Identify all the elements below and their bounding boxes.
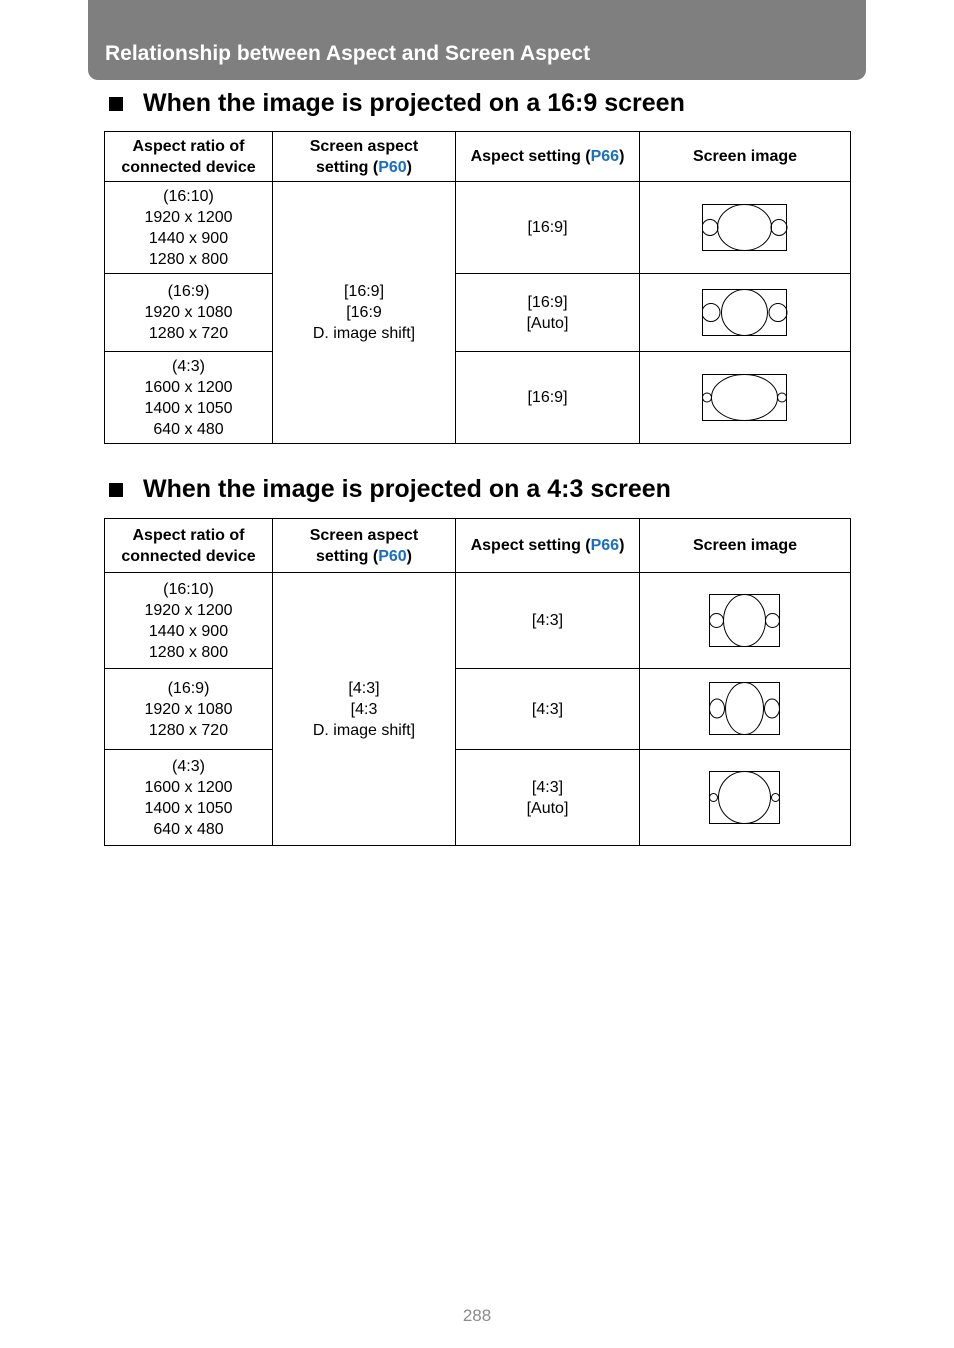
section-heading-4-3	[107, 475, 671, 504]
device-cell: (16:10) 1920 x 1200 1440 x 900 1280 x 800	[105, 573, 273, 669]
screen-image-cell	[640, 573, 851, 669]
table-row	[105, 352, 851, 444]
device-cell: (4:3) 1600 x 1200 1400 x 1050 640 x 480	[105, 750, 273, 846]
screen-image-cell	[640, 182, 851, 274]
screen-image-cell	[640, 274, 851, 352]
table-header-row	[105, 519, 851, 573]
table-row	[105, 669, 851, 750]
circle-with-side-circles-icon	[702, 289, 788, 337]
page-ref-link[interactable]: P66	[590, 537, 620, 554]
aspect-setting-cell: [16:9]	[456, 352, 640, 444]
square-bullet-icon	[109, 483, 123, 497]
col-header-aspect-setting: Aspect setting (P66)	[456, 132, 640, 182]
screen-aspect-setting-cell: [4:3] [4:3 D. image shift]	[273, 573, 456, 846]
aspect-setting-cell: [4:3]	[456, 669, 640, 750]
page-ref-link[interactable]: P66	[590, 148, 620, 165]
screen-image-cell	[640, 750, 851, 846]
table-header-row	[105, 132, 851, 182]
col-header-screen-aspect: Screen aspect setting (P60)	[273, 132, 456, 182]
device-cell: (16:10) 1920 x 1200 1440 x 900 1280 x 800	[105, 182, 273, 274]
device-cell: (16:9) 1920 x 1080 1280 x 720	[105, 274, 273, 352]
col-header-screen-aspect: Screen aspect setting (P60)	[273, 519, 456, 573]
screen-aspect-setting-cell: [16:9] [16:9 D. image shift]	[273, 182, 456, 444]
table-row	[105, 182, 851, 274]
tall-ellipse-with-side-circles-icon	[709, 594, 781, 648]
col-header-device: Aspect ratio of connected device	[105, 519, 273, 573]
device-cell: (16:9) 1920 x 1080 1280 x 720	[105, 669, 273, 750]
screen-image-cell	[640, 669, 851, 750]
aspect-setting-cell: [4:3] [Auto]	[456, 750, 640, 846]
page-ref-link[interactable]: P60	[378, 547, 407, 565]
device-cell: (4:3) 1600 x 1200 1400 x 1050 640 x 480	[105, 352, 273, 444]
aspect-table-16-9	[104, 131, 851, 444]
section-heading-16-9	[107, 89, 685, 118]
col-header-screen-image: Screen image	[640, 519, 851, 573]
section-heading-text: When the image is projected on a 16:9 screen	[143, 89, 685, 117]
aspect-setting-cell: [4:3]	[456, 573, 640, 669]
table-row	[105, 750, 851, 846]
aspect-table-4-3	[104, 518, 851, 846]
table-row	[105, 274, 851, 352]
section-heading-text: When the image is projected on a 4:3 screen	[143, 475, 671, 503]
square-bullet-icon	[109, 97, 123, 111]
tall-ellipse-with-side-circles-icon	[709, 682, 781, 736]
col-header-device: Aspect ratio of connected device	[105, 132, 273, 182]
page-ref-link[interactable]: P60	[378, 158, 407, 176]
ellipse-with-side-circles-icon	[702, 204, 788, 252]
page-number: 288	[462, 1306, 492, 1325]
aspect-setting-cell: [16:9] [Auto]	[456, 274, 640, 352]
page-header-title: Relationship between Aspect and Screen Aspect	[105, 42, 591, 65]
circle-with-small-side-circles-icon	[709, 771, 781, 825]
aspect-setting-cell: [16:9]	[456, 182, 640, 274]
table-row	[105, 573, 851, 669]
screen-image-cell	[640, 352, 851, 444]
page-header-bar	[88, 0, 866, 80]
col-header-aspect-setting: Aspect setting (P66)	[456, 519, 640, 573]
wide-ellipse-with-small-circles-icon	[702, 374, 788, 422]
col-header-screen-image: Screen image	[640, 132, 851, 182]
